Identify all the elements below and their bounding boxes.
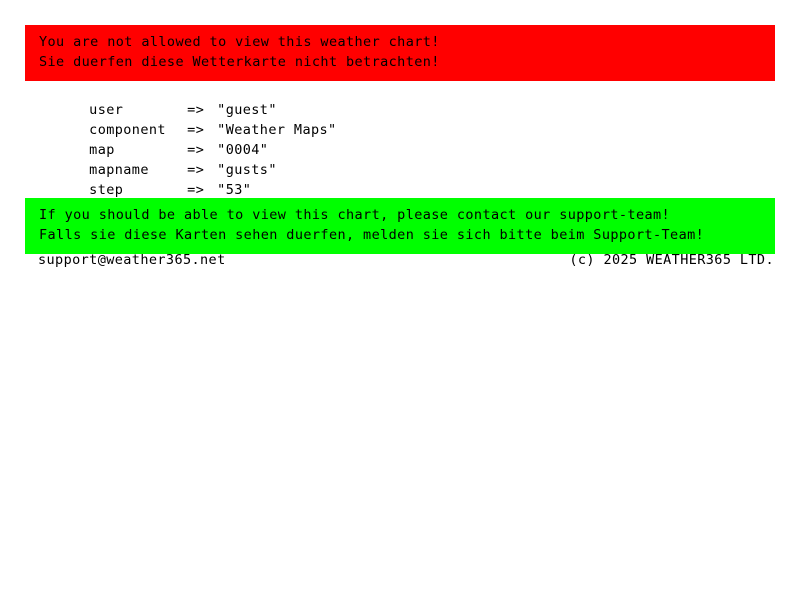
parameter-row-user — [38, 80, 738, 118]
parameter-value: "guest" — [217, 102, 277, 118]
info-banner-line-en: If you should be able to view this chart, please contact our support-team! — [39, 207, 671, 223]
parameter-key: component — [89, 122, 166, 138]
copyright-notice: (c) 2025 WEATHER365 LTD. — [569, 252, 774, 268]
parameter-key: mapname — [89, 162, 149, 178]
parameter-key: map — [89, 142, 115, 158]
info-banner — [25, 198, 775, 254]
parameter-arrow: => — [187, 102, 205, 118]
info-banner-line-de: Falls sie diese Karten sehen duerfen, melden sie sich bitte beim Support-Team! — [39, 227, 705, 243]
footer — [38, 250, 774, 270]
support-email[interactable]: support@weather365.net — [38, 252, 226, 268]
parameter-value: "gusts" — [217, 162, 277, 178]
parameter-arrow: => — [187, 182, 205, 198]
parameter-key: user — [89, 102, 124, 118]
parameter-key: step — [89, 182, 124, 198]
parameter-value: "Weather Maps" — [217, 122, 337, 138]
error-banner-line-en: You are not allowed to view this weather chart! — [39, 34, 440, 50]
parameter-list — [38, 80, 738, 198]
parameter-arrow: => — [187, 122, 205, 138]
parameter-arrow: => — [187, 142, 205, 158]
parameter-value: "53" — [217, 182, 252, 198]
parameter-value: "0004" — [217, 142, 269, 158]
parameter-arrow: => — [187, 162, 205, 178]
error-banner — [25, 25, 775, 81]
error-banner-line-de: Sie duerfen diese Wetterkarte nicht betrachten! — [39, 54, 440, 70]
